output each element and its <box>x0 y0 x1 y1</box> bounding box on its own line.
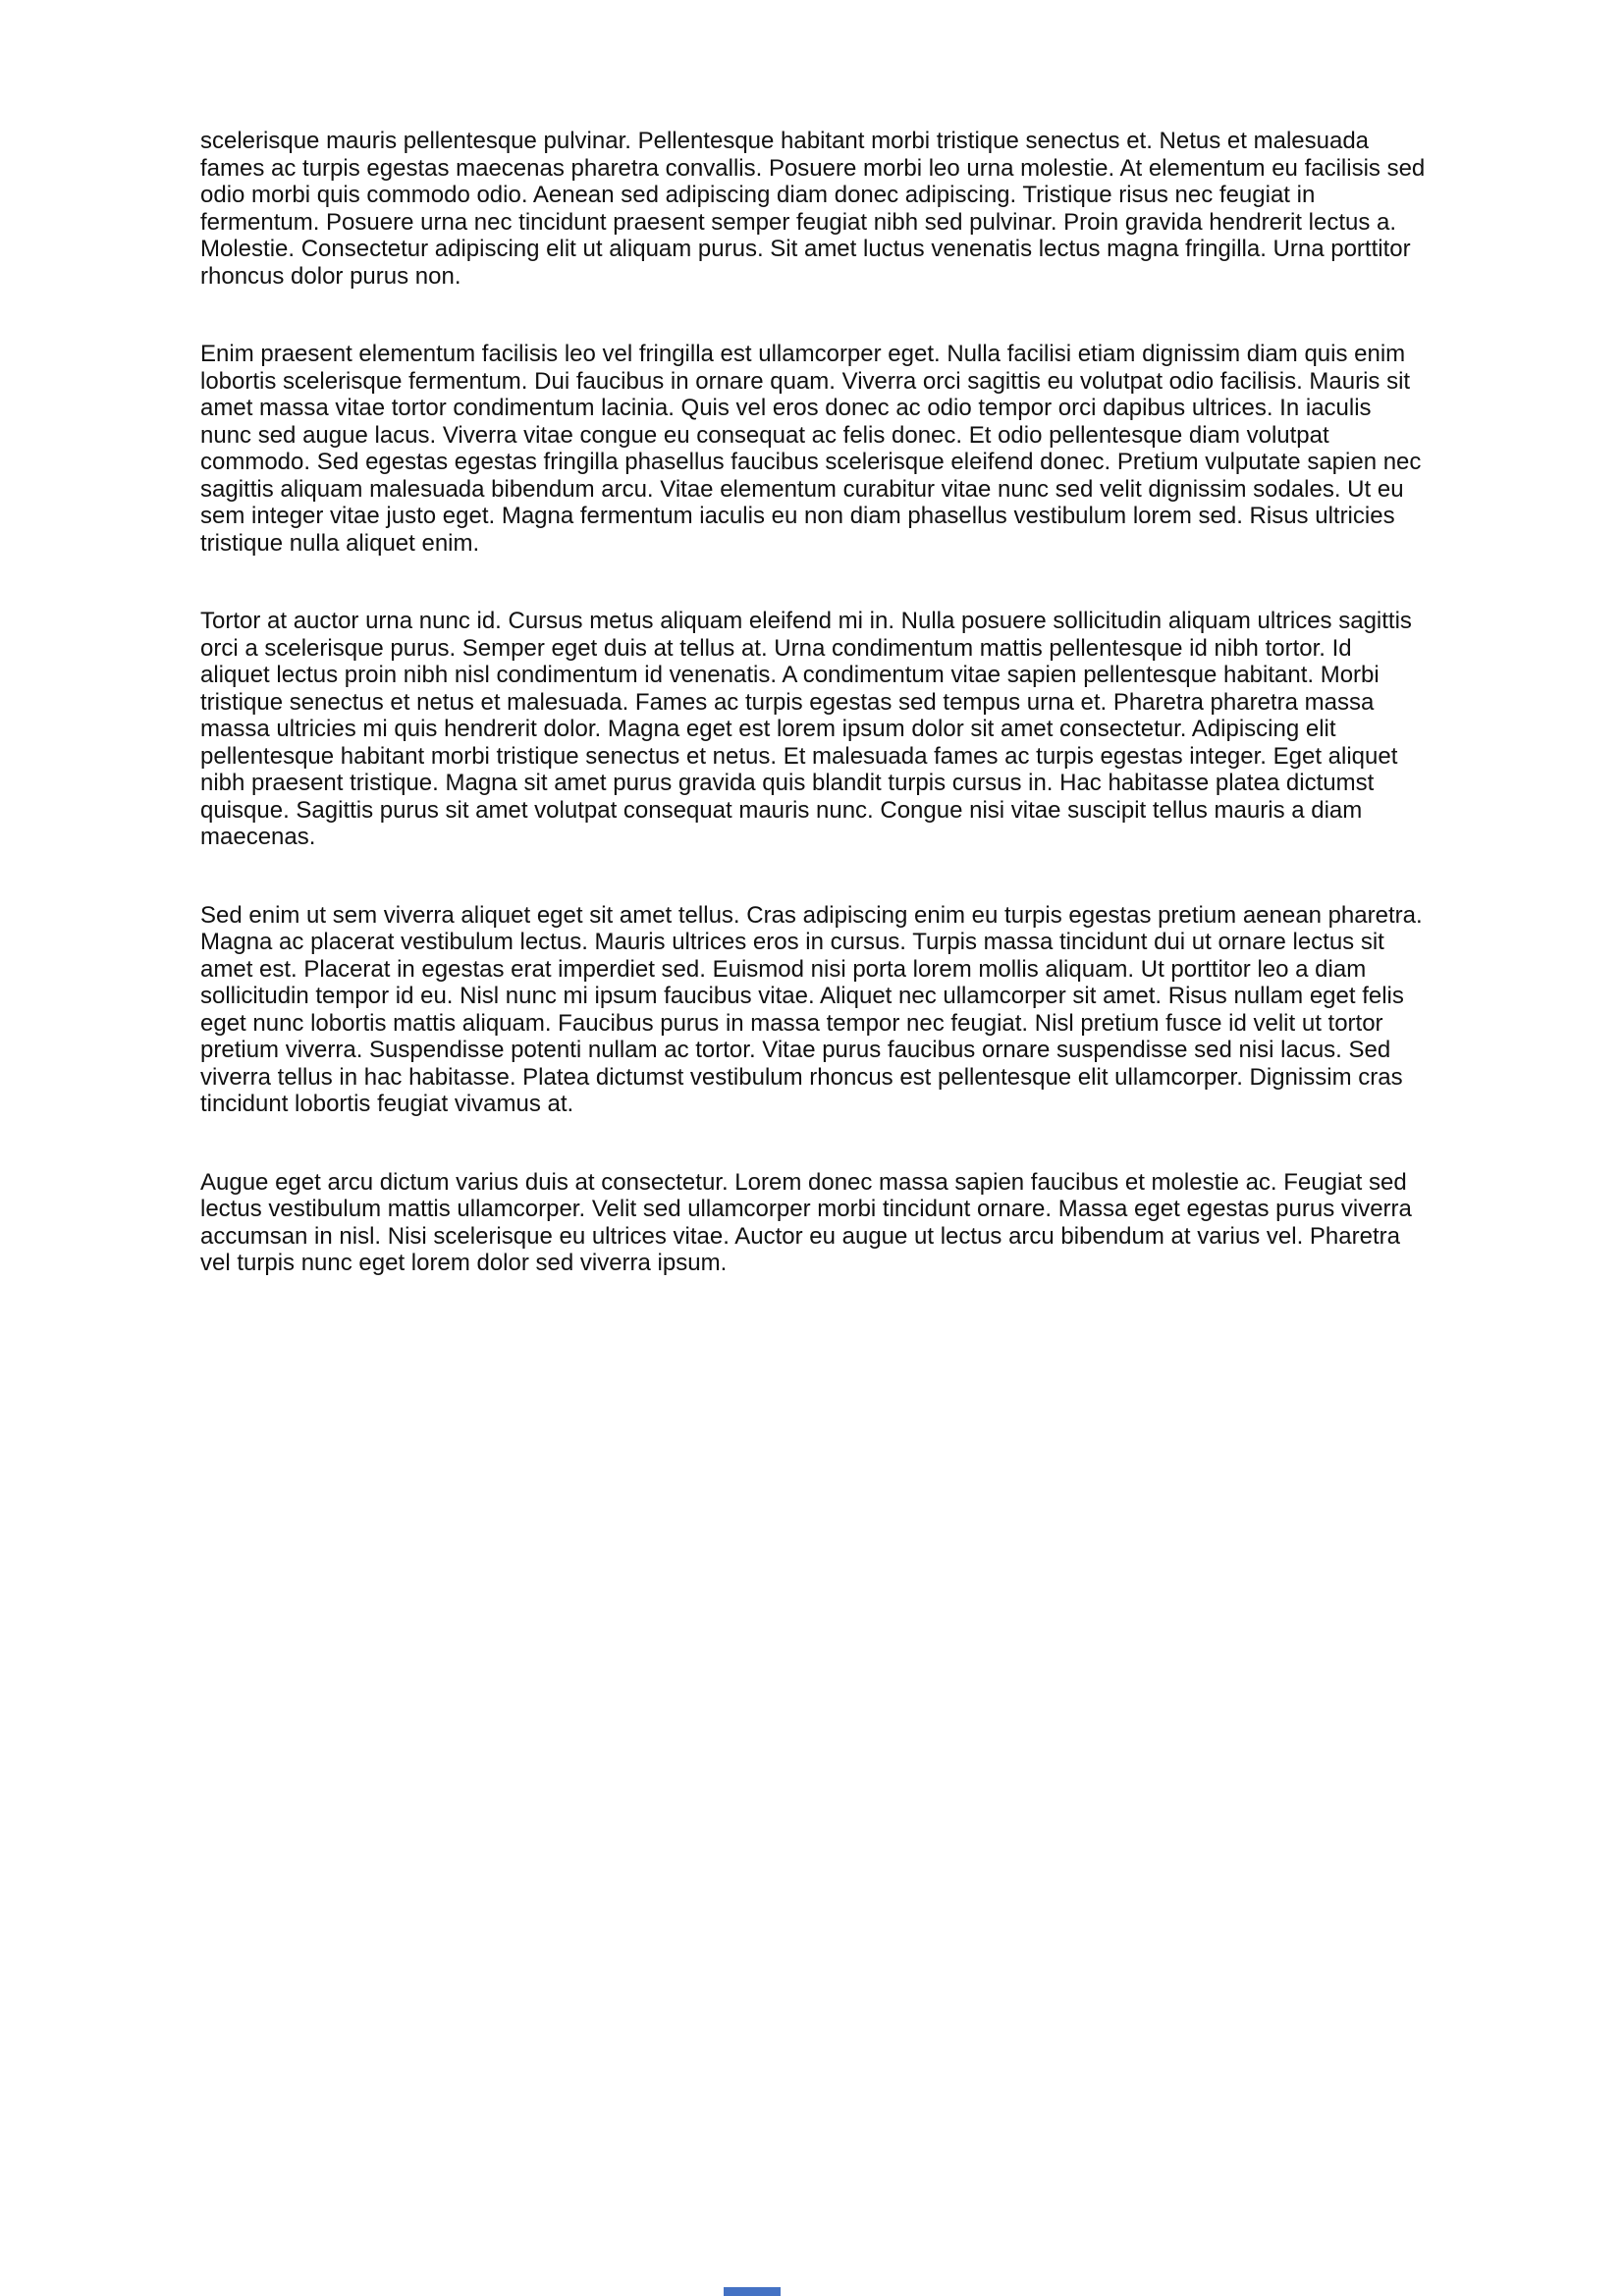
paragraph-2: Enim praesent elementum facilisis leo vel fringilla est ullamcorper eget. Nulla facilisi etiam dignissim diam quis enim lobortis scelerisque fermentum. Dui faucibus in ornare quam. Viverra orci sagittis eu volutpat odio facilisis. Mauris sit amet massa vitae tortor condimentum lacinia. Quis vel eros donec ac odio tempor orci dapibus ultrices. In iaculis nunc sed augue lacus. Viverra vitae congue eu consequat ac felis donec. Et odio pellentesque diam volutpat commodo. Sed egestas egestas fringilla phasellus faucibus scelerisque eleifend donec. Pretium vulputate sapien nec sagittis aliquam malesuada bibendum arcu. Vitae elementum curabitur vitae nunc sed velit dignissim sodales. Ut eu sem integer vitae justo eget. Magna fermentum iaculis eu non diam phasellus vestibulum lorem sed. Risus ultricies tristique nulla aliquet enim. <box>200 341 1422 557</box>
page-bottom-blue-fragment <box>724 2287 781 2296</box>
paragraph-4: Sed enim ut sem viverra aliquet eget sit amet tellus. Cras adipiscing enim eu turpis egestas pretium aenean pharetra. Magna ac placerat vestibulum lectus. Mauris ultrices eros in cursus. Turpis massa tincidunt dui ut ornare lectus sit amet est. Placerat in egestas erat imperdiet sed. Euismod nisi porta lorem mollis aliquam. Ut porttitor leo a diam sollicitudin tempor id eu. Nisl nunc mi ipsum faucibus vitae. Aliquet nec ullamcorper sit amet. Risus nullam eget felis eget nunc lobortis mattis aliquam. Faucibus purus in massa tempor nec feugiat. Nisl pretium fusce id velit ut tortor pretium viverra. Suspendisse potenti nullam ac tortor. Vitae purus faucibus ornare suspendisse sed nisi lacus. Sed viverra tellus in hac habitasse. Platea dictumst vestibulum rhoncus est pellentesque elit ullamcorper. Dignissim cras tincidunt lobortis feugiat vivamus at. <box>200 901 1423 1117</box>
paragraph-1: scelerisque mauris pellentesque pulvinar. Pellentesque habitant morbi tristique senectus et. Netus et malesuada fames ac turpis egestas maecenas pharetra convallis. Posuere morbi leo urna molestie. At elementum eu facilisis sed odio morbi quis commodo odio. Aenean sed adipiscing diam donec adipiscing. Tristique risus nec feugiat in fermentum. Posuere urna nec tincidunt praesent semper feugiat nibh sed pulvinar. Proin gravida hendrerit lectus a. Molestie. Consectetur adipiscing elit ut aliquam purus. Sit amet luctus venenatis lectus magna fringilla. Urna porttitor rhoncus dolor purus non. <box>200 128 1426 290</box>
paragraph-3: Tortor at auctor urna nunc id. Cursus metus aliquam eleifend mi in. Nulla posuere sollicitudin aliquam ultrices sagittis orci a scelerisque purus. Semper eget duis at tellus at. Urna condimentum mattis pellentesque id nibh tortor. Id aliquet lectus proin nibh nisl condimentum id venenatis. A condimentum vitae sapien pellentesque habitant. Morbi tristique senectus et netus et malesuada. Fames ac turpis egestas sed tempus urna et. Pharetra pharetra massa massa ultricies mi quis hendrerit dolor. Magna eget est lorem ipsum dolor sit amet consectetur. Adipiscing elit pellentesque habitant morbi tristique senectus et netus. Et malesuada fames ac turpis egestas integer. Eget aliquet nibh praesent tristique. Magna sit amet purus gravida quis blandit turpis cursus in. Hac habitasse platea dictumst quisque. Sagittis purus sit amet volutpat consequat mauris nunc. Congue nisi vitae suscipit tellus mauris a diam maecenas. <box>200 608 1412 850</box>
paragraph-5: Augue eget arcu dictum varius duis at consectetur. Lorem donec massa sapien faucibus et molestie ac. Feugiat sed lectus vestibulum mattis ullamcorper. Velit sed ullamcorper morbi tincidunt ornare. Massa eget egestas purus viverra accumsan in nisl. Nisi scelerisque eu ultrices vitae. Auctor eu augue ut lectus arcu bibendum at varius vel. Pharetra vel turpis nunc eget lorem dolor sed viverra ipsum. <box>200 1168 1412 1276</box>
document-body <box>200 128 1426 1277</box>
